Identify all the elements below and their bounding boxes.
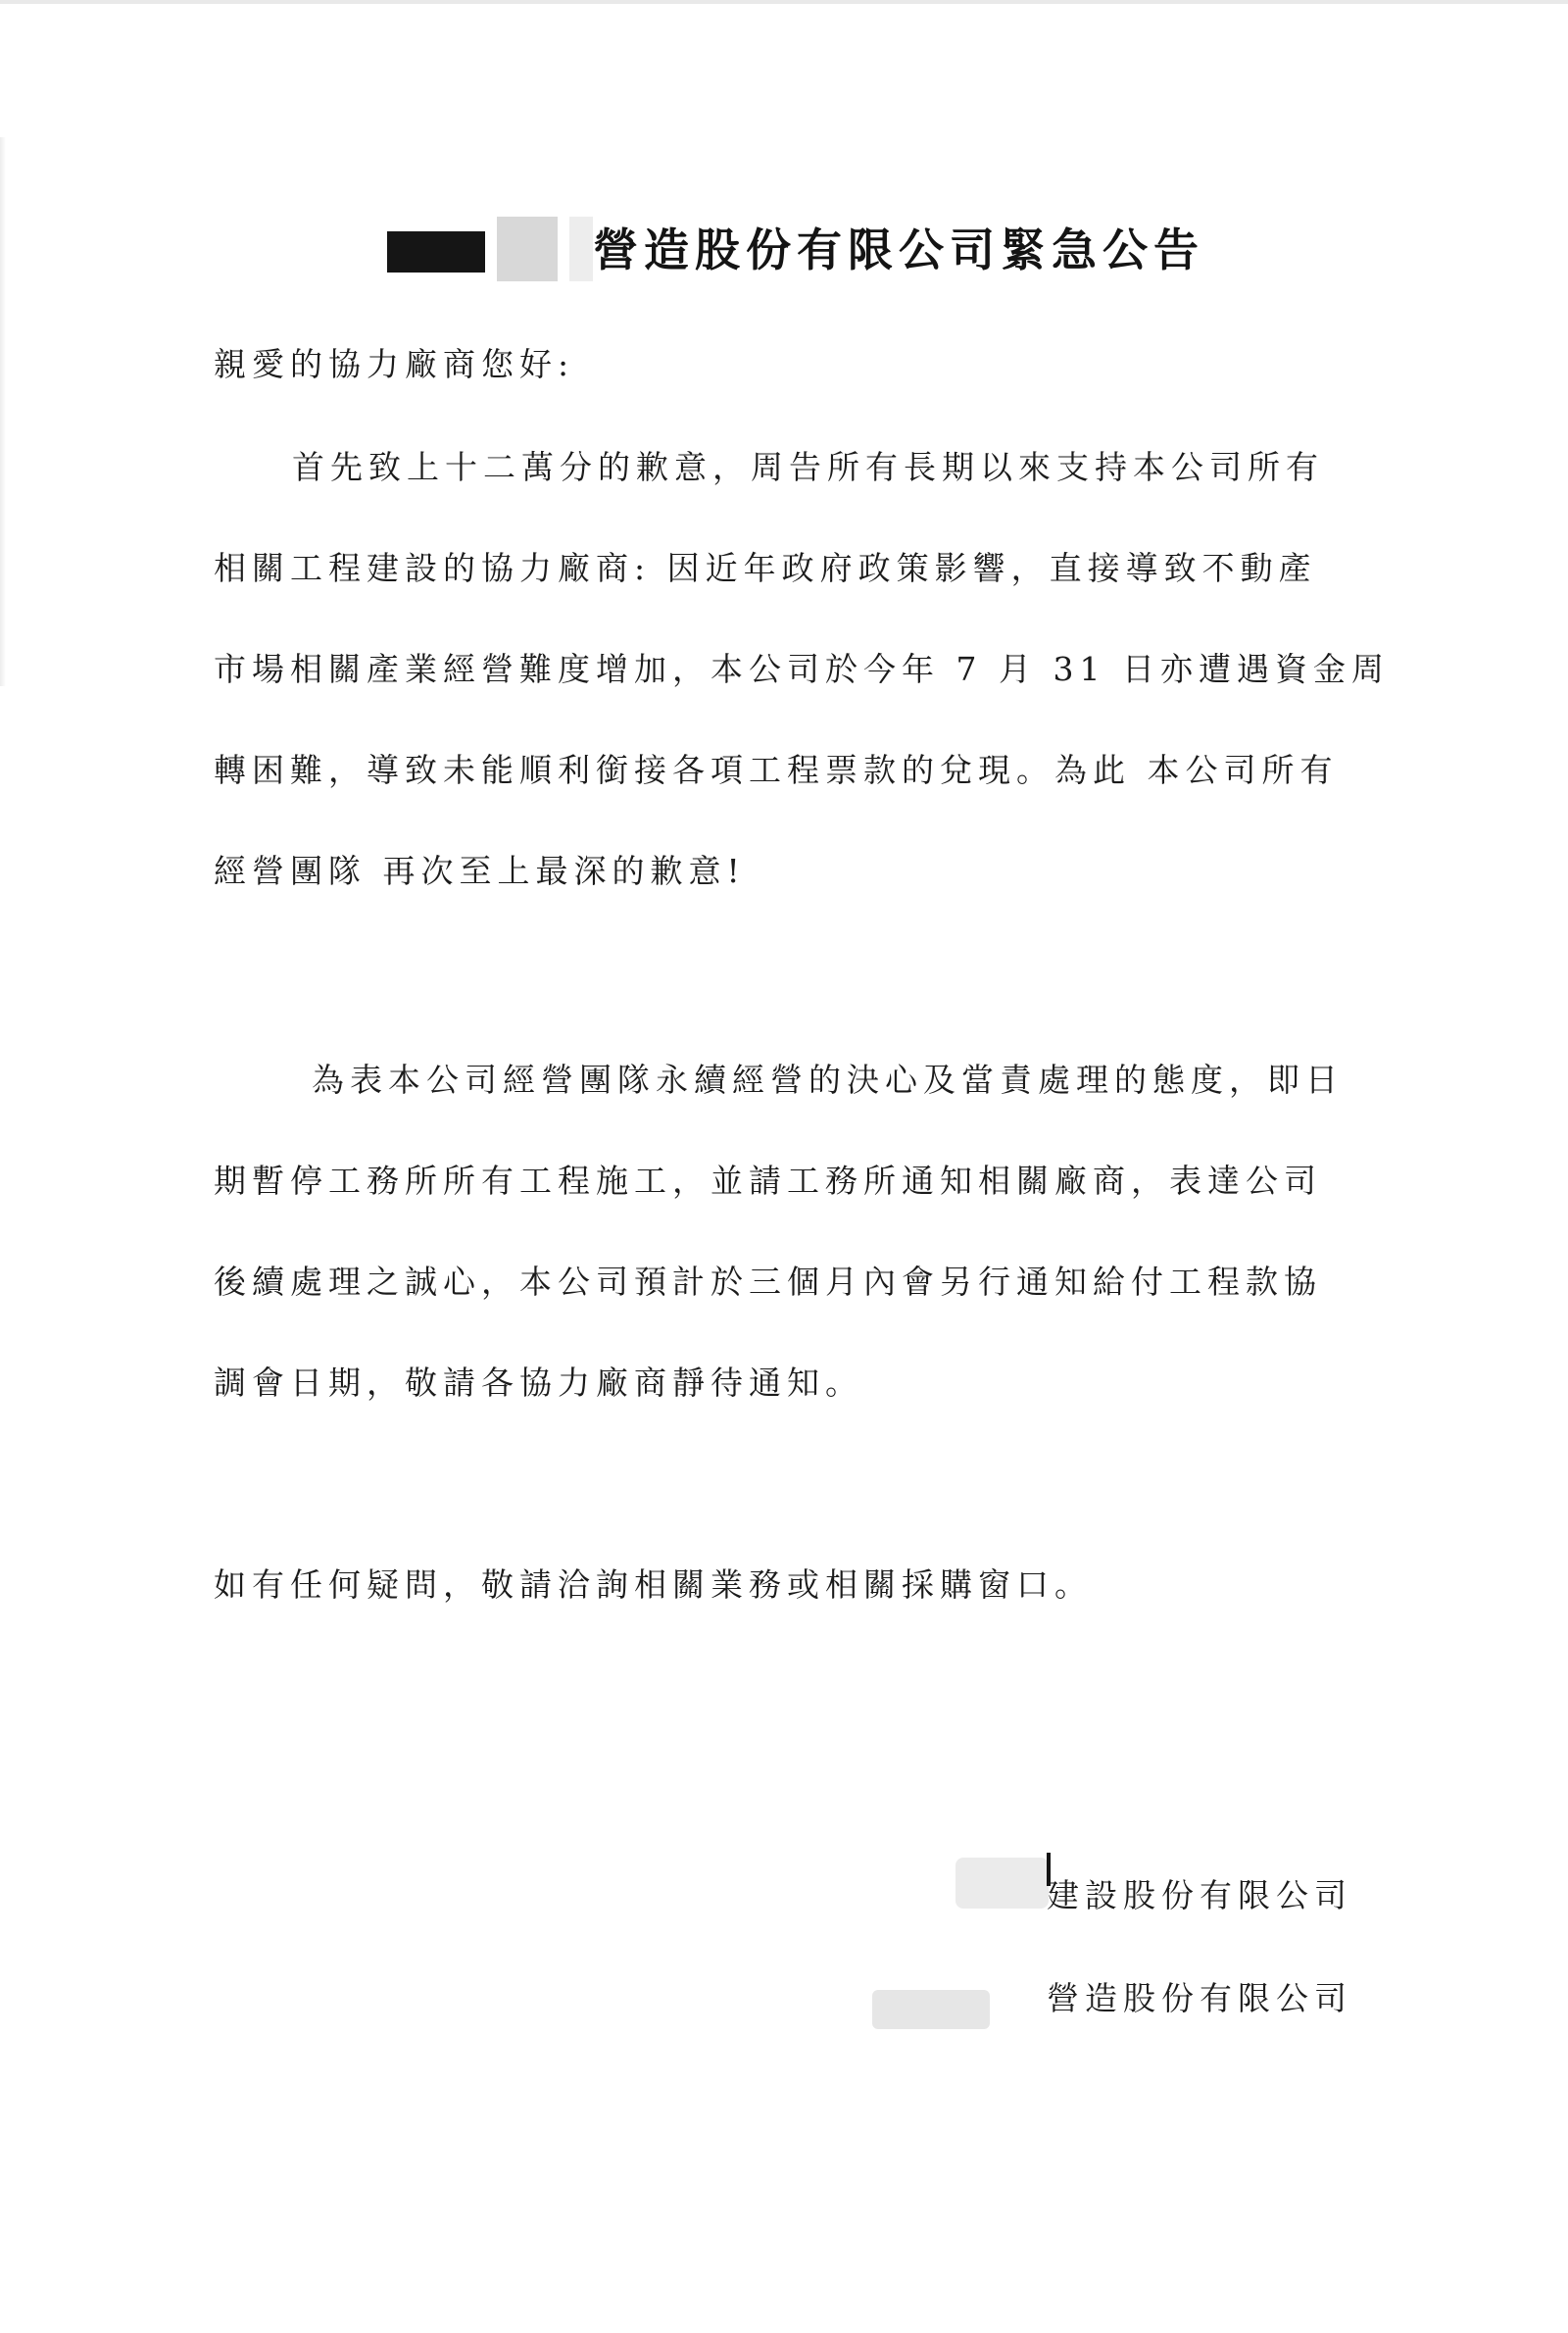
closing-line: 如有任何疑問，敬請洽詢相關業務或相關採購窗口。 <box>214 1565 1093 1604</box>
page-top-edge <box>0 0 1568 4</box>
paragraph-line: 後續處理之誠心，本公司預計於三個月內會另行通知給付工程款協 <box>214 1263 1322 1301</box>
blurred-company-name <box>497 217 558 281</box>
paragraph-line: 期暫停工務所所有工程施工，並請工務所通知相關廠商，表達公司 <box>214 1162 1322 1200</box>
announcement-title-row <box>387 211 1250 279</box>
paragraph-line: 轉困難，導致未能順利銜接各項工程票款的兌現。為此 本公司所有 <box>214 751 1339 789</box>
paragraph-line: 首先致上十二萬分的歉意，周告所有長期以來支持本公司所有 <box>292 448 1324 486</box>
paragraph-line: 相關工程建設的協力廠商: 因近年政府政策影響，直接導致不動產 <box>214 549 1317 587</box>
paragraph-line: 為表本公司經營團隊永續經營的決心及當責處理的態度，即日 <box>312 1061 1344 1099</box>
paragraph-line: 調會日期，敬請各協力廠商靜待通知。 <box>214 1364 863 1402</box>
signature-building-company: 營造股份有限公司 <box>1047 1979 1352 2017</box>
greeting-line: 親愛的協力廠商您好: <box>214 345 575 383</box>
blurred-signature-name <box>872 1990 990 2029</box>
closing-block <box>214 1534 1390 1635</box>
greeting-block <box>214 314 1390 415</box>
signature-construction-company: 建設股份有限公司 <box>1047 1876 1352 1914</box>
paragraph-suspension <box>214 1029 1390 1433</box>
paragraph-apology <box>214 417 1390 921</box>
page-left-shadow <box>0 137 6 686</box>
paragraph-line: 市場相關產業經營難度增加，本公司於今年 7 月 31 日亦遭遇資金周 <box>214 650 1390 688</box>
blurred-company-name-edge <box>569 217 593 281</box>
paragraph-line: 經營團隊 再次至上最深的歉意! <box>214 852 746 890</box>
blurred-signature-name <box>956 1858 1049 1909</box>
redacted-company-name <box>387 231 485 273</box>
announcement-title: 營造股份有限公司緊急公告 <box>593 223 1204 276</box>
